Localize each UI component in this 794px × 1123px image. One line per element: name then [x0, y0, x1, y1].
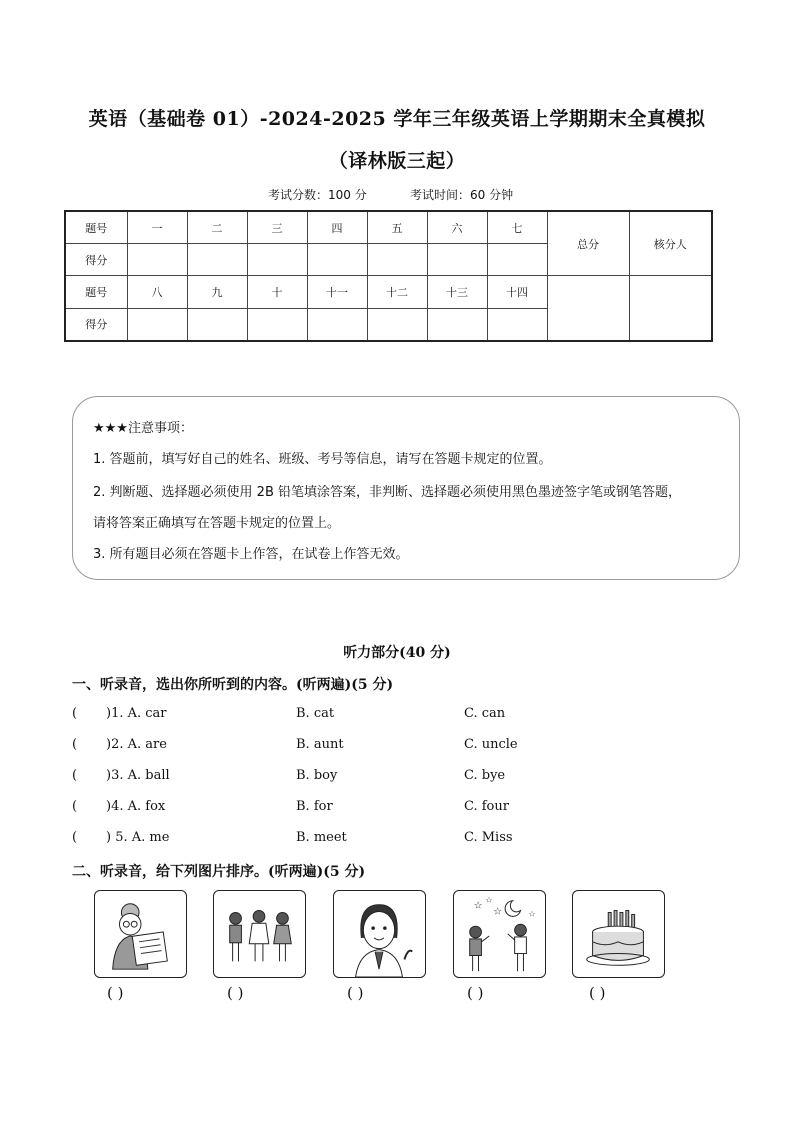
- question-number-cell: 七: [487, 211, 547, 244]
- question-number-cell: 三: [247, 211, 307, 244]
- checker-cell[interactable]: [629, 276, 712, 341]
- question-number-cell: 一: [127, 211, 187, 244]
- svg-text:☆: ☆: [493, 906, 502, 918]
- question-number-cell: 四: [307, 211, 367, 244]
- score-cell[interactable]: [127, 244, 187, 276]
- order-blank[interactable]: ( ): [467, 984, 484, 1002]
- option-b: B. boy: [296, 768, 338, 783]
- answer-paren[interactable]: (: [72, 737, 78, 752]
- question-number-cell: 十二: [367, 276, 427, 308]
- header-cell: 得分: [65, 244, 127, 276]
- option-b: B. cat: [296, 706, 335, 721]
- three-children-icon: [214, 891, 305, 977]
- score-cell[interactable]: [367, 308, 427, 341]
- header-cell: 题号: [65, 211, 127, 244]
- question-number-cell: 十: [247, 276, 307, 308]
- score-cell[interactable]: [187, 308, 247, 341]
- option-b: B. for: [296, 799, 333, 814]
- children-night-stars-icon: [454, 891, 545, 977]
- option-a: )4. A. fox: [106, 799, 166, 814]
- option-a: )2. A. are: [106, 737, 167, 752]
- checker-label: 核分人: [629, 211, 712, 276]
- score-info: 考试分数：100 分: [268, 188, 367, 202]
- svg-text:☆: ☆: [473, 900, 483, 912]
- girl-waving-icon: [334, 891, 425, 977]
- picture-card: [572, 890, 665, 978]
- picture-card: [94, 890, 187, 978]
- option-b: B. meet: [296, 830, 347, 845]
- question-number-cell: 五: [367, 211, 427, 244]
- order-blank[interactable]: ( ): [347, 984, 364, 1002]
- score-cell[interactable]: [187, 244, 247, 276]
- picture-card: [453, 890, 546, 978]
- option-c: C. uncle: [464, 737, 518, 752]
- score-cell[interactable]: [307, 308, 367, 341]
- picture-card: [213, 890, 306, 978]
- notice-box: [72, 396, 740, 580]
- time-info: 考试时间：60 分钟: [410, 188, 514, 202]
- order-blank[interactable]: ( ): [227, 984, 244, 1002]
- part2-title: 二、听录音，给下列图片排序。(听两遍)(5 分): [72, 864, 366, 880]
- score-cell[interactable]: [367, 244, 427, 276]
- question-number-cell: 十三: [427, 276, 487, 308]
- notice-item-1: 1. 答题前，填写好自己的姓名、班级、考号等信息，请写在答题卡规定的位置。: [93, 452, 552, 467]
- exam-title: 英语（基础卷 01）-2024-2025 学年三年级英语上学期期末全真模拟: [88, 108, 706, 130]
- total-score-label: 总分: [547, 211, 629, 276]
- option-a: )3. A. ball: [106, 768, 170, 783]
- answer-paren[interactable]: (: [72, 706, 78, 721]
- answer-paren[interactable]: (: [72, 799, 78, 814]
- option-c: C. can: [464, 706, 506, 721]
- score-cell[interactable]: [487, 244, 547, 276]
- score-cell[interactable]: [247, 244, 307, 276]
- question-number-cell: 八: [127, 276, 187, 308]
- header-cell: 得分: [65, 308, 127, 341]
- picture-card: [333, 890, 426, 978]
- question-number-cell: 十四: [487, 276, 547, 308]
- question-number-cell: 二: [187, 211, 247, 244]
- score-cell[interactable]: [427, 244, 487, 276]
- score-cell[interactable]: [487, 308, 547, 341]
- svg-text:☆: ☆: [485, 895, 493, 905]
- score-cell[interactable]: [427, 308, 487, 341]
- part1-title: 一、听录音，选出你所听到的内容。(听两遍)(5 分): [72, 677, 394, 693]
- option-a: )1. A. car: [106, 706, 167, 721]
- option-b: B. aunt: [296, 737, 344, 752]
- svg-text:☆: ☆: [528, 909, 536, 919]
- notice-title: ★★★注意事项：: [93, 421, 193, 436]
- score-cell[interactable]: [127, 308, 187, 341]
- question-number-cell: 九: [187, 276, 247, 308]
- order-blank[interactable]: ( ): [589, 984, 606, 1002]
- option-c: C. Miss: [464, 830, 513, 845]
- question-number-cell: 十一: [307, 276, 367, 308]
- answer-paren[interactable]: (: [72, 768, 78, 783]
- score-cell[interactable]: [247, 308, 307, 341]
- grandma-reading-newspaper-icon: [95, 891, 186, 977]
- option-c: C. four: [464, 799, 509, 814]
- option-c: C. bye: [464, 768, 506, 783]
- score-table: [64, 210, 713, 342]
- header-cell: 题号: [65, 276, 127, 308]
- notice-item-2-continued: 请将答案正确填写在答题卡规定的位置上。: [93, 516, 341, 531]
- answer-paren[interactable]: (: [72, 830, 78, 845]
- notice-item-2: 2. 判断题、选择题必须使用 2B 铅笔填涂答案，非判断、选择题必须使用黑色墨迹签字笔或钢笔答题，: [93, 485, 681, 500]
- listening-section-title: 听力部分(40 分): [343, 645, 451, 661]
- option-a: ) 5. A. me: [106, 830, 170, 845]
- exam-subtitle: （译林版三起）: [328, 150, 466, 172]
- notice-item-3: 3. 所有题目必须在答题卡上作答，在试卷上作答无效。: [93, 547, 409, 562]
- total-score-cell[interactable]: [547, 276, 629, 341]
- question-number-cell: 六: [427, 211, 487, 244]
- birthday-cake-icon: [573, 891, 664, 977]
- score-cell[interactable]: [307, 244, 367, 276]
- order-blank[interactable]: ( ): [107, 984, 124, 1002]
